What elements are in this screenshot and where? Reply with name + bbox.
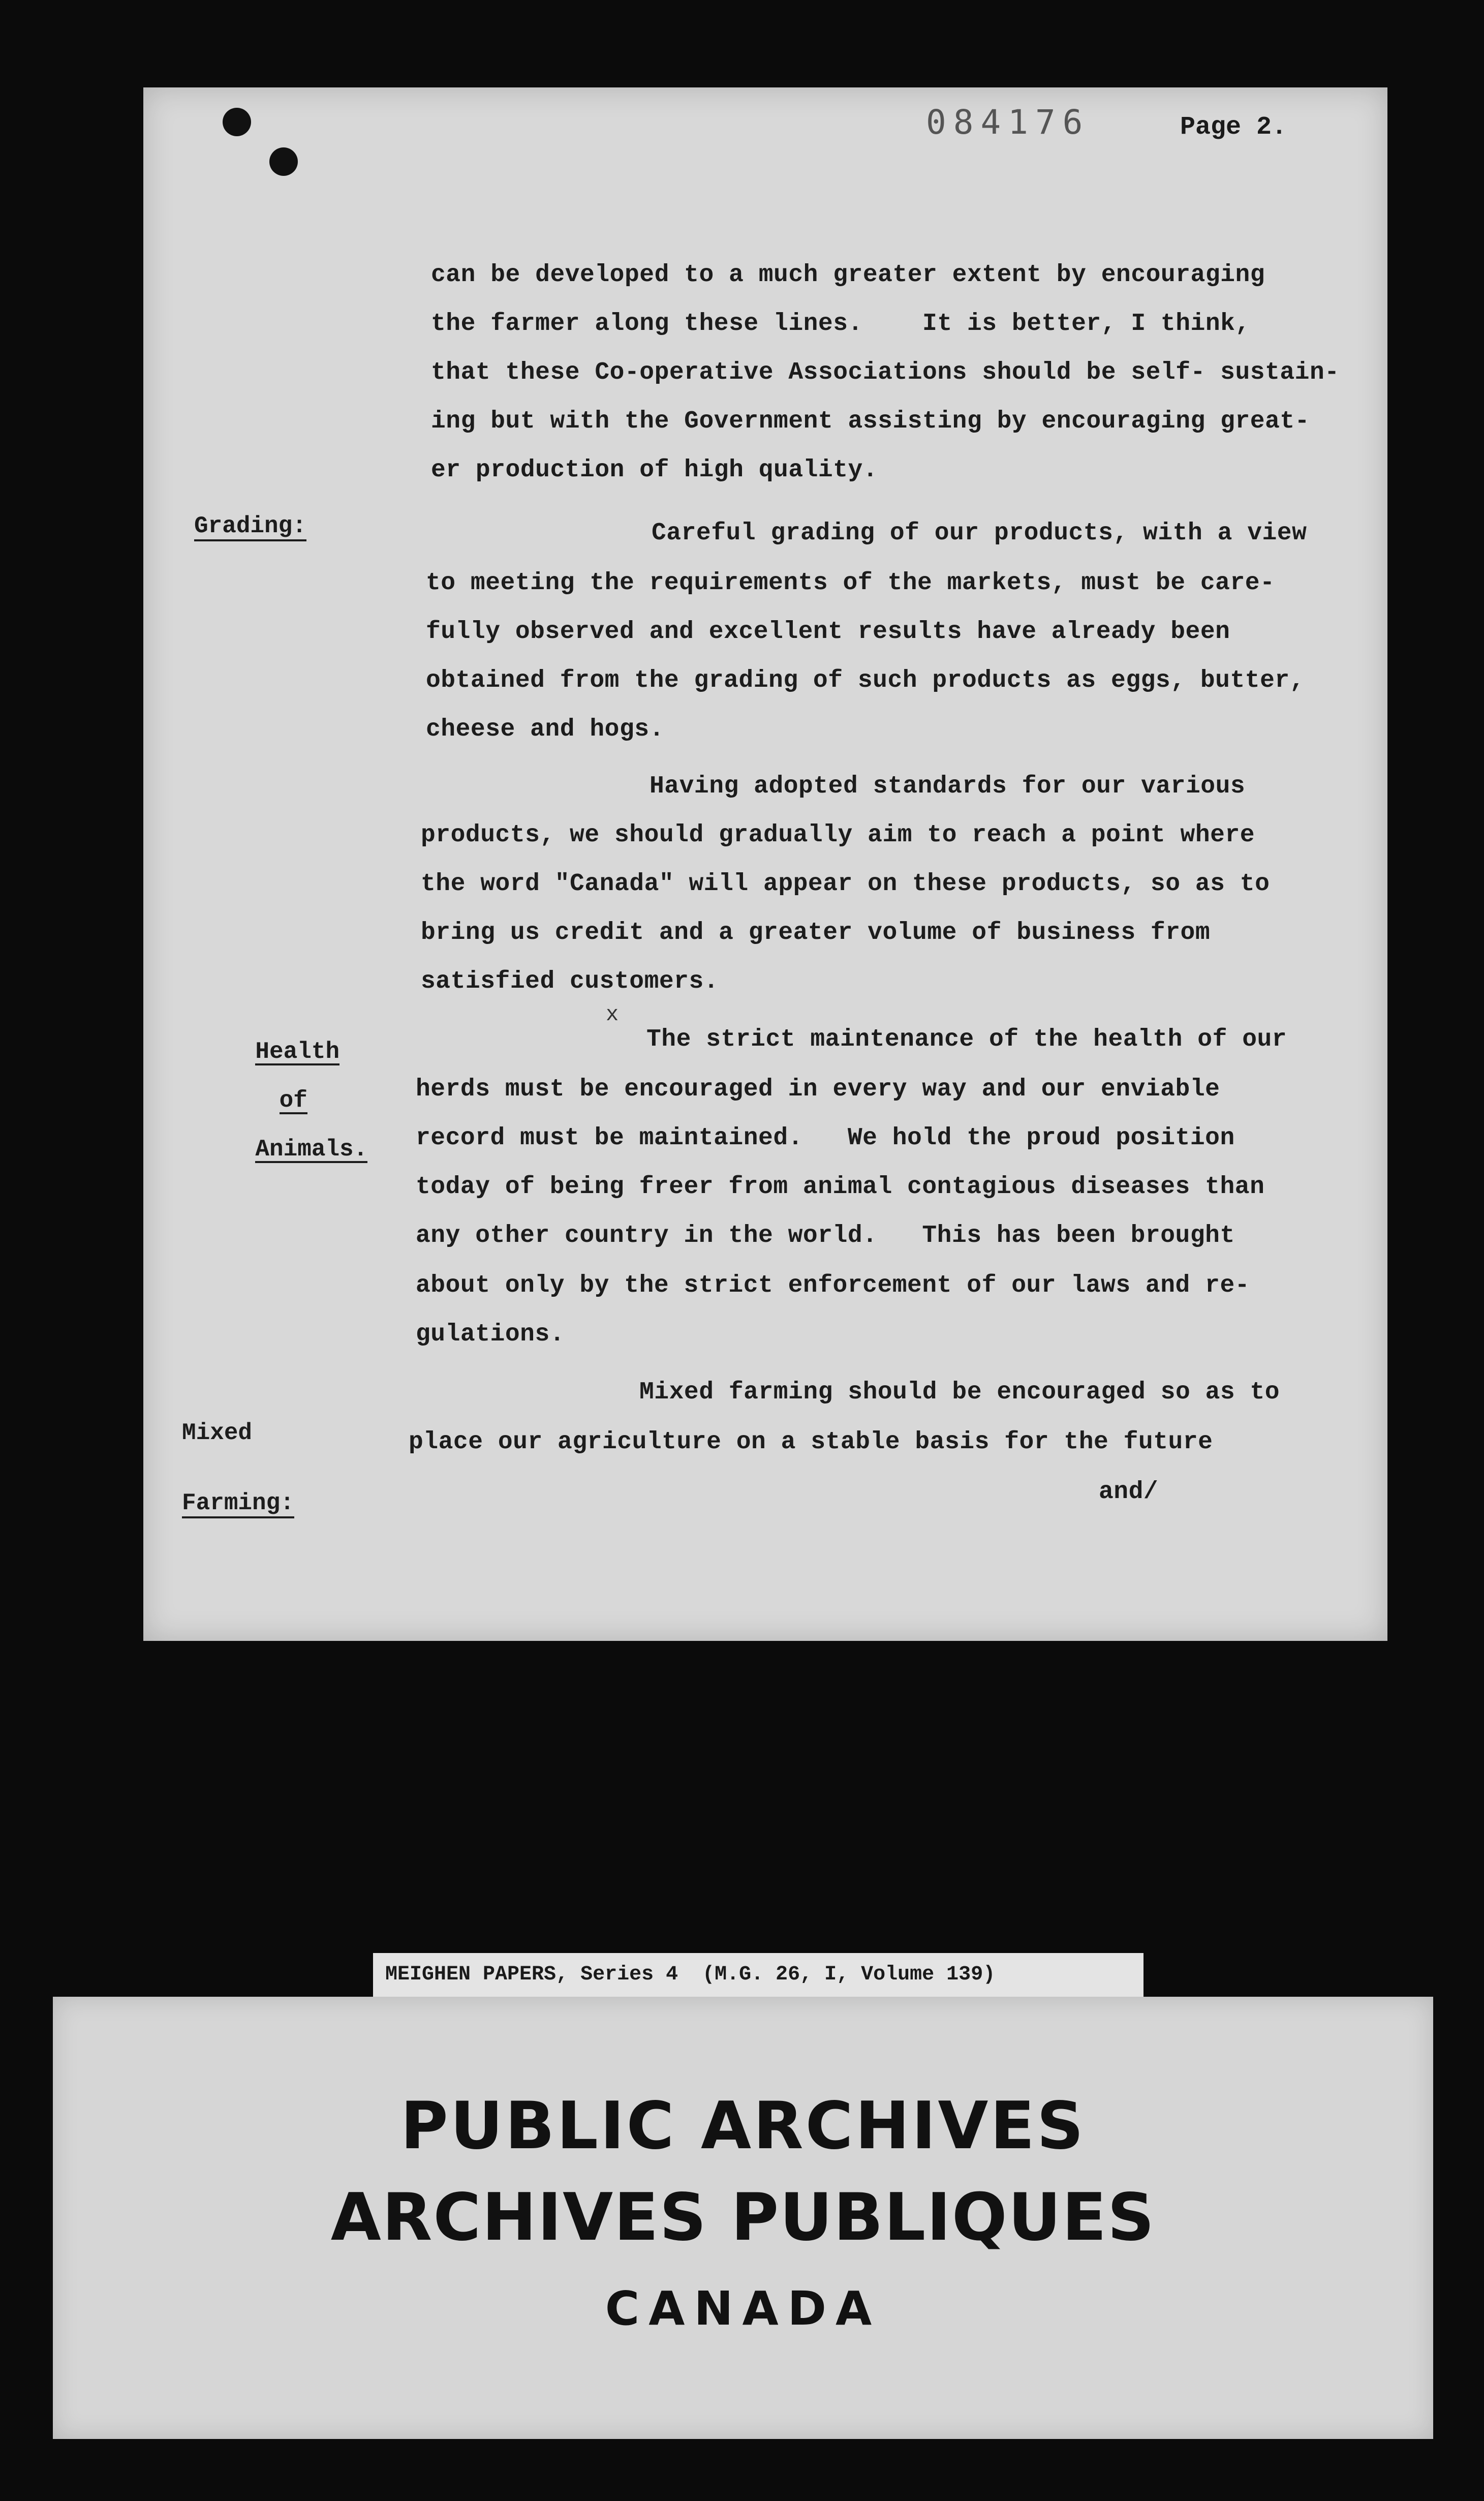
body-line: to meeting the requirements of the markets, must be care- bbox=[426, 569, 1275, 597]
margin-note-label: Grading: bbox=[194, 513, 306, 541]
body-line: and/ bbox=[1099, 1478, 1159, 1506]
margin-note-label: Mixed bbox=[182, 1420, 253, 1446]
body-line: gulations. bbox=[416, 1321, 565, 1348]
page-number: Page 2. bbox=[1180, 113, 1287, 142]
archive-banner bbox=[53, 1997, 1433, 2439]
archive-title-french: ARCHIVES PUBLIQUES bbox=[330, 2180, 1156, 2255]
body-line: can be developed to a much greater extent by encouraging bbox=[431, 261, 1265, 289]
body-line: the word "Canada" will appear on these products, so as to bbox=[421, 870, 1270, 898]
stamp-number: 084176 bbox=[926, 103, 1090, 142]
body-line: The strict maintenance of the health of our bbox=[646, 1026, 1287, 1053]
margin-note-label: Animals. bbox=[255, 1136, 368, 1163]
body-line: er production of high quality. bbox=[431, 456, 878, 484]
body-line: herds must be encouraged in every way and our enviable bbox=[416, 1076, 1220, 1103]
body-line: the farmer along these lines. It is better, I think, bbox=[431, 310, 1250, 338]
body-line: Mixed farming should be encouraged so as to bbox=[639, 1379, 1280, 1406]
body-line: about only by the strict enforcement of our laws and re- bbox=[416, 1272, 1250, 1299]
body-line: satisfied customers. bbox=[421, 968, 719, 995]
body-line: obtained from the grading of such products as eggs, butter, bbox=[426, 667, 1305, 694]
margin-note-label: of bbox=[279, 1087, 307, 1114]
archive-country: CANADA bbox=[605, 2281, 881, 2336]
archive-reference: MEIGHEN PAPERS, Series 4 (M.G. 26, I, Volume 139) bbox=[373, 1953, 1143, 1997]
body-line: ing but with the Government assisting by encouraging great- bbox=[431, 408, 1310, 435]
archive-title-english: PUBLIC ARCHIVES bbox=[400, 2088, 1086, 2164]
body-line: Having adopted standards for our various bbox=[650, 773, 1246, 800]
margin-note-mixed-farming bbox=[182, 1375, 294, 1562]
body-line: any other country in the world. This has been brought bbox=[416, 1222, 1235, 1249]
body-line: place our agriculture on a stable basis for the future bbox=[409, 1428, 1213, 1456]
body-line: fully observed and excellent results have already been bbox=[426, 618, 1230, 646]
document-page bbox=[143, 87, 1387, 1641]
handwritten-mark: x bbox=[606, 1002, 619, 1027]
body-line: Careful grading of our products, with a view bbox=[652, 520, 1307, 547]
margin-note-grading bbox=[194, 514, 306, 538]
body-line: bring us credit and a greater volume of business from bbox=[421, 919, 1211, 947]
body-line: that these Co-operative Associations should be self- sustain- bbox=[431, 359, 1340, 386]
body-line: cheese and hogs. bbox=[426, 716, 664, 743]
margin-note-health bbox=[199, 1017, 368, 1186]
body-line: today of being freer from animal contagious diseases than bbox=[416, 1173, 1265, 1201]
margin-note-label: Farming: bbox=[182, 1490, 294, 1518]
body-line: products, we should gradually aim to reach a point where bbox=[421, 821, 1255, 849]
margin-note-label: Health bbox=[255, 1039, 340, 1065]
punch-hole bbox=[269, 147, 298, 176]
body-line: record must be maintained. We hold the proud position bbox=[416, 1124, 1235, 1152]
punch-hole bbox=[223, 108, 251, 136]
